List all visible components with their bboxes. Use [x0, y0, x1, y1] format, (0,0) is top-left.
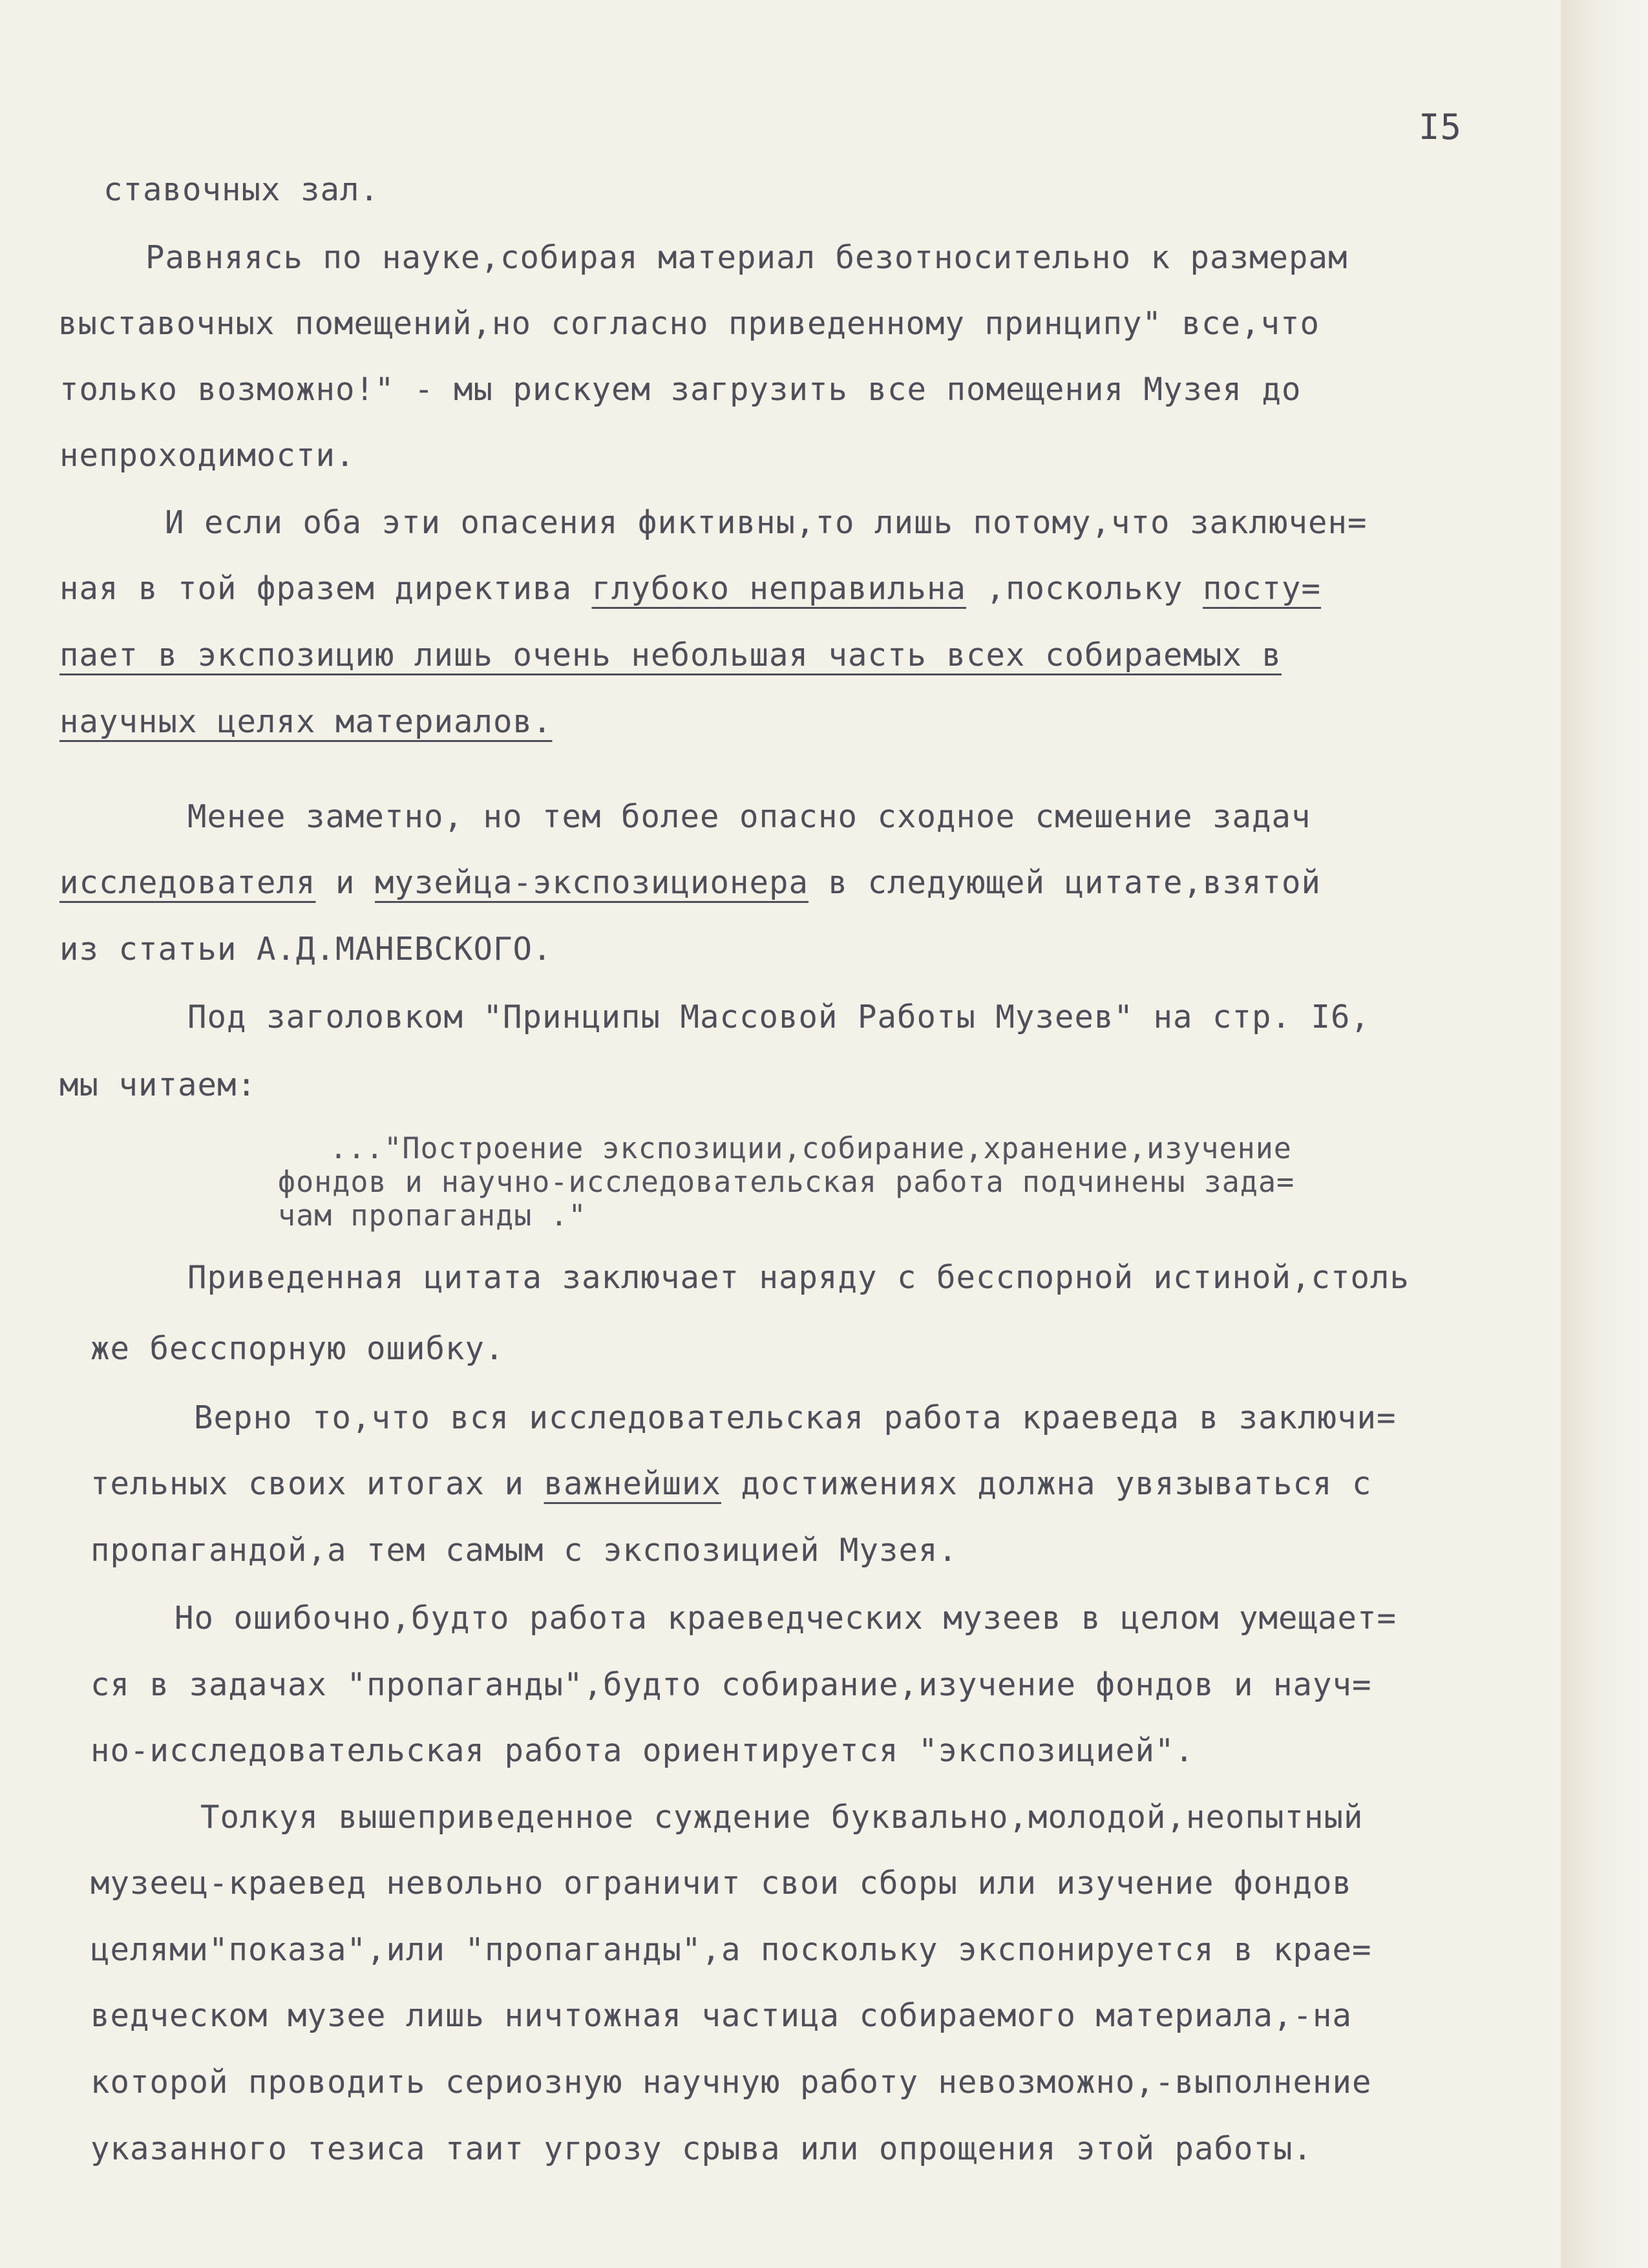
- text-line: целями"показа",или "пропаганды",а поскольку экспонируется в крае=: [90, 1931, 1372, 1968]
- text-line: из статьи А.Д.МАНЕВСКОГО.: [59, 931, 553, 968]
- paper-edge: [1561, 0, 1648, 2268]
- text-line: Менее заметно, но тем более опасно сходное смешение задач: [187, 798, 1311, 835]
- text-span: достижениях должна увязываться с: [721, 1465, 1372, 1502]
- text-line: Под заголовком "Принципы Массовой Работы Музеев" на стр. I6,: [187, 999, 1371, 1035]
- text-line: мы читаем:: [59, 1066, 257, 1103]
- quote-line: ..."Построение экспозиции,собирание,хранение,изучение: [330, 1131, 1292, 1165]
- text-span: тельных своих итогах и: [90, 1465, 544, 1502]
- text-span: ,поскольку: [966, 570, 1203, 607]
- text-line: Но ошибочно,будто работа краеведческих музеев в целом умещает=: [174, 1600, 1397, 1637]
- text-line: же бесспорную ошибку.: [90, 1330, 505, 1367]
- underlined-text: исследователя: [59, 864, 316, 901]
- text-line: только возможно!" - мы рискуем загрузить все помещения Музея до: [59, 371, 1302, 408]
- text-span: ная в той фразем директива: [59, 570, 592, 607]
- text-line: которой проводить сериозную научную работу невозможно,-выполнение: [90, 2064, 1372, 2101]
- text-line: но-исследовательская работа ориентируется "экспозицией".: [90, 1732, 1195, 1769]
- text-span: и: [315, 864, 375, 901]
- text-line: Верно то,что вся исследовательская работа краеведа в заключи=: [194, 1399, 1397, 1436]
- text-line: указанного тезиса таит угрозу срыва или опрощения этой работы.: [90, 2130, 1313, 2167]
- page-number: I5: [1419, 107, 1463, 147]
- text-line: музеец-краевед невольно ограничит свои сборы или изучение фондов: [90, 1865, 1353, 1902]
- quote-line: фондов и научно-исследовательская работа подчинены зада=: [278, 1165, 1295, 1199]
- text-line: [59, 570, 1321, 607]
- text-line: пропагандой,а тем самым с экспозицией Музея.: [90, 1532, 958, 1569]
- text-line: [59, 864, 1321, 901]
- text-line: ведческом музее лишь ничтожная частица собираемого материала,-на: [90, 1997, 1353, 2034]
- text-line: Толкуя вышеприведенное суждение буквально,молодой,неопытный: [200, 1799, 1364, 1836]
- underlined-text: посту=: [1203, 570, 1322, 607]
- underlined-text: глубоко неправильна: [591, 570, 967, 607]
- text-line: ся в задачах "пропаганды",будто собирание,изучение фондов и науч=: [90, 1666, 1372, 1703]
- text-line: Равняясь по науке,собирая материал безотносительно к размерам: [145, 239, 1348, 276]
- underlined-line: научных целях материалов.: [59, 703, 553, 740]
- text-line: И если оба эти опасения фиктивны,то лишь потому,что заключен=: [165, 504, 1368, 541]
- text-line: непроходимости.: [59, 437, 355, 474]
- underlined-line: пает в экспозицию лишь очень небольшая часть всех собираемых в: [59, 637, 1282, 673]
- underlined-text: важнейших: [544, 1465, 722, 1502]
- text-line: [90, 1465, 1372, 1502]
- quote-line: чам пропаганды .": [278, 1198, 587, 1233]
- underlined-text: музейца-экспозиционера: [375, 864, 809, 901]
- text-line: Приведенная цитата заключает наряду с бесспорной истиной,столь: [187, 1259, 1410, 1296]
- text-line: выставочных помещений,но согласно приведенному принципу" все,что: [58, 305, 1320, 342]
- text-span: в следующей цитате,взятой: [808, 864, 1322, 901]
- text-line: ставочных зал.: [103, 171, 380, 208]
